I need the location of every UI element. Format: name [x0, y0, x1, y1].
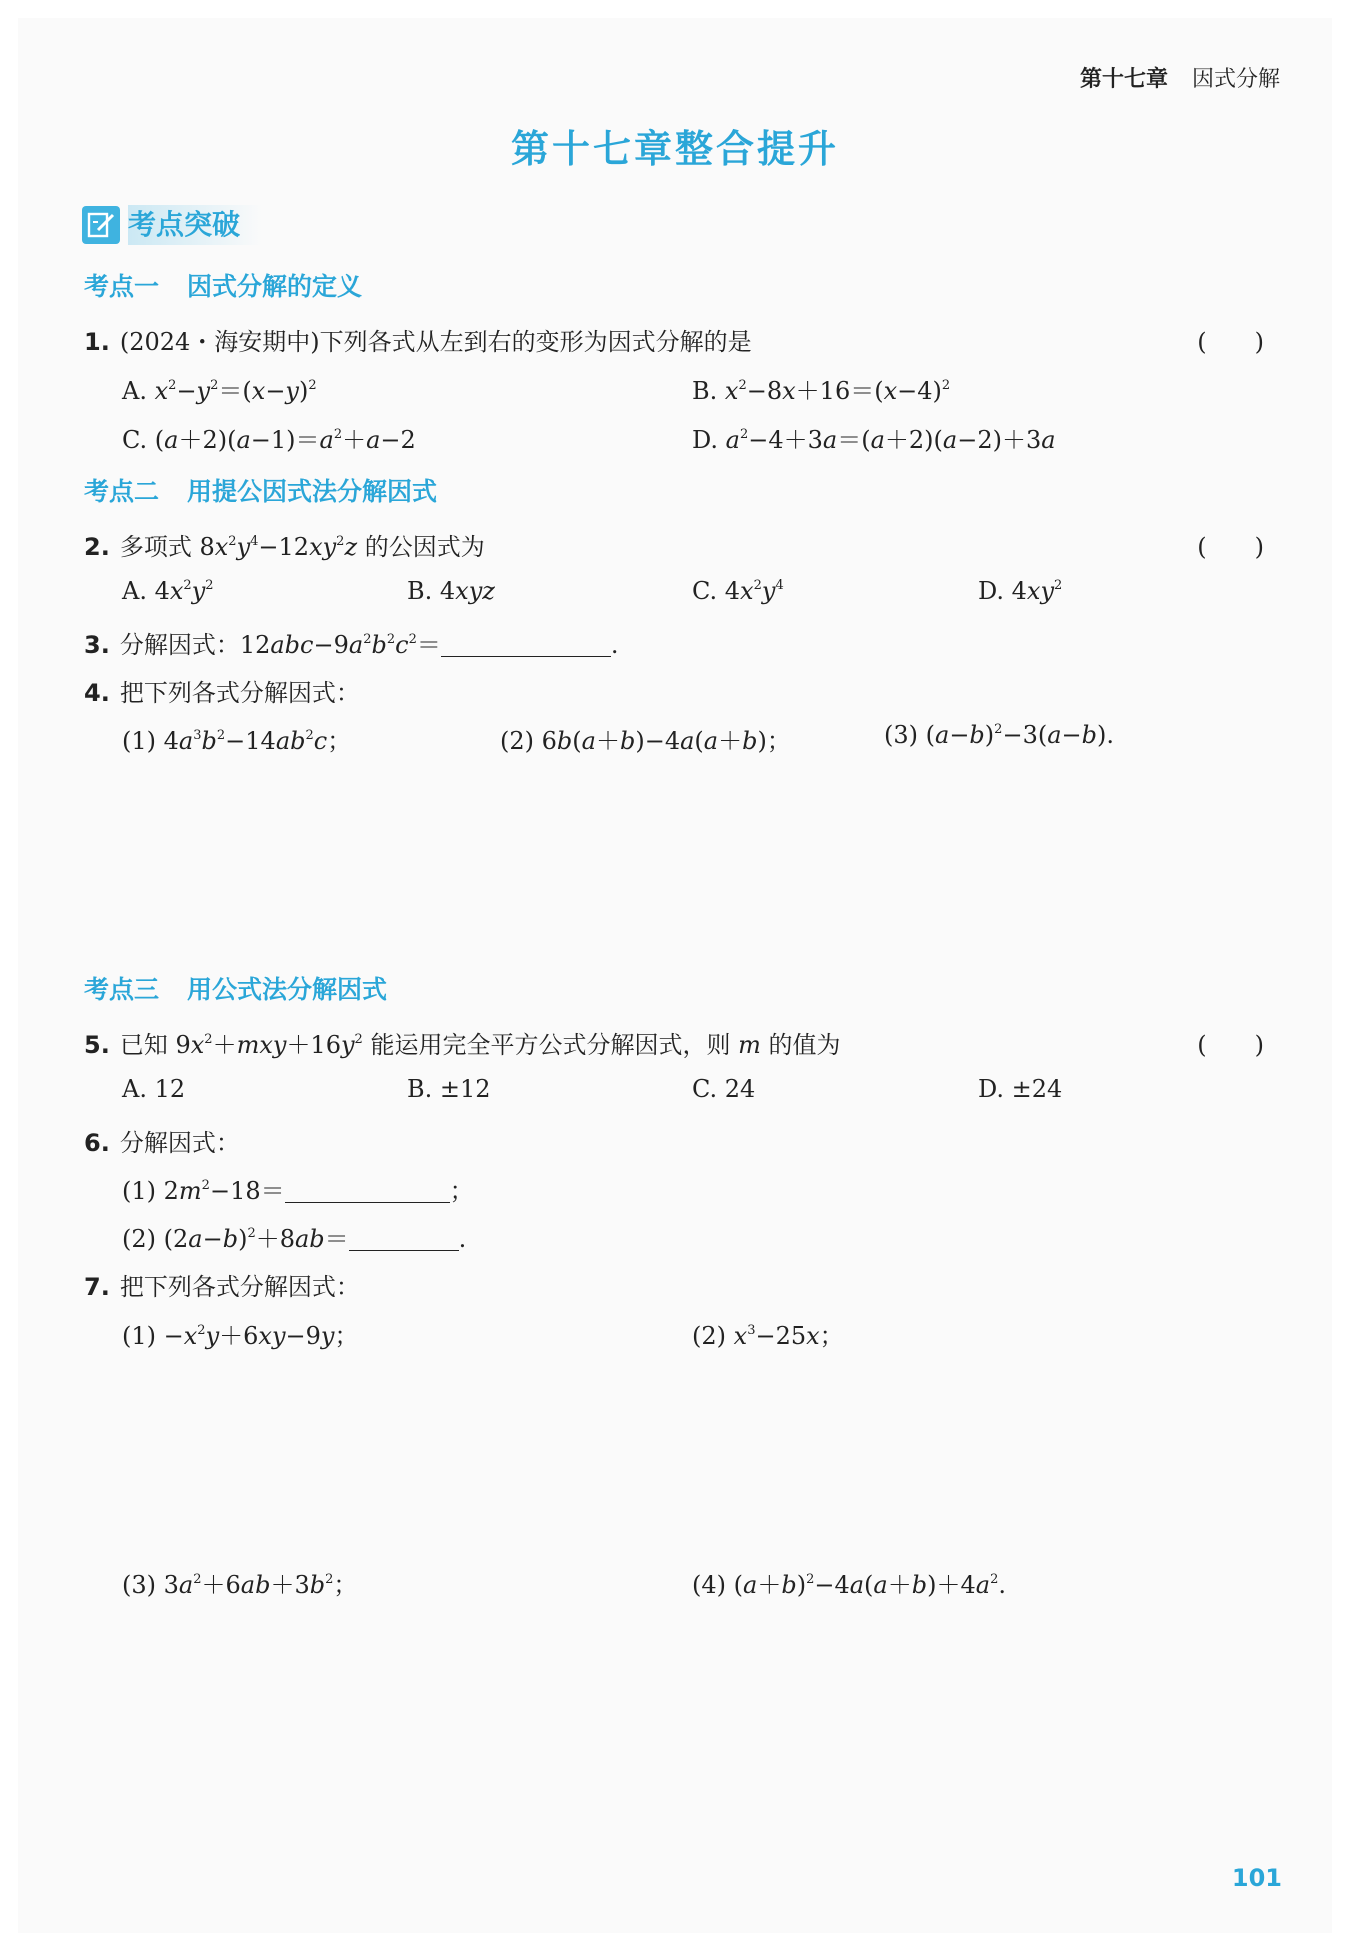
section-2-label: 考点二 — [84, 477, 160, 506]
question-2: 2. 多项式 $8x^2y^4-12xy^2z$ 的公因式为 — [84, 533, 485, 561]
question-5-option-b — [407, 1075, 491, 1103]
section-3-label: 考点三 — [84, 975, 160, 1004]
question-2-option-c: C. $4x^2y^4$ — [692, 577, 784, 605]
question-3-stem: 分解因式： — [119, 631, 240, 659]
question-5: 5. 已知 $9x^2+mxy+16y^2$ 能运用完全平方公式分解因式，则 m 的值为 — [84, 1031, 841, 1059]
question-7-stem: 把下列各式分解因式： — [119, 1273, 360, 1301]
question-1-option-d: D. $a^2-4+3a=(a+2)(a-2)+3a$ — [692, 426, 1056, 454]
part-label: (3) — [122, 1571, 156, 1599]
question-7-part-4: (4) $(a+b)^2-4a(a+b)+4a^2$. — [692, 1571, 1006, 1599]
option-label: D. — [978, 577, 1005, 605]
question-5-answer-bracket: ( ) — [1197, 1031, 1264, 1059]
option-label: D. — [978, 1075, 1005, 1103]
option-a-value: 12 — [154, 1075, 186, 1103]
question-6 — [84, 1123, 240, 1158]
option-label: B. — [407, 1075, 433, 1103]
answer-blank[interactable] — [285, 1178, 450, 1203]
question-7-part-2: (2) $x^3-25x$； — [692, 1322, 844, 1350]
page-title: 第十七章整合提升 — [510, 127, 839, 171]
question-1-option-c: C. $(a+2)(a-1)=a^2+a-2$ — [122, 426, 416, 454]
part-label: (2) — [500, 727, 534, 755]
question-4-stem: 把下列各式分解因式： — [119, 679, 360, 707]
question-1-option-a: A. $x^2-y^2=(x-y)^2$ — [122, 377, 317, 405]
question-6-part-1: (1) $2m^2-18=$ ； — [122, 1177, 474, 1205]
part-label: (2) — [122, 1225, 156, 1253]
section-heading-2 — [84, 472, 437, 508]
section-badge — [82, 204, 262, 246]
question-2-number: 2. — [84, 533, 110, 561]
running-head — [1080, 62, 1280, 93]
question-7-part-1: $(1) -x^2y+6xy-9y$； — [122, 1322, 359, 1350]
section-1-label: 考点一 — [84, 272, 160, 301]
section-1-title: 因式分解的定义 — [187, 272, 363, 301]
option-label: B. — [692, 377, 718, 405]
question-1-answer-bracket: ( ) — [1197, 328, 1264, 356]
option-label: A. — [122, 377, 147, 405]
question-2-option-a: A. $4x^2y^2$ — [122, 577, 214, 605]
question-1-stem: (2024・海安期中)下列各式从左到右的变形为因式分解的是 — [119, 328, 752, 356]
question-1-option-b: B. $x^2-8x+16=(x-4)^2$ — [692, 377, 951, 405]
question-4-part-2: (2) 6b(a＋b)−4a(a＋b)； — [500, 727, 791, 755]
question-4-part-1: (1) $4a^3b^2-14ab^2c$； — [122, 727, 352, 755]
option-label: B. — [407, 577, 433, 605]
question-2-stem-a: 多项式 — [119, 533, 200, 561]
option-label: C. — [122, 426, 148, 454]
option-c-value: 24 — [724, 1075, 756, 1103]
option-d-value: ±24 — [1011, 1075, 1063, 1103]
question-5-stem-b: 能运用完全平方公式分解因式，则 — [362, 1031, 739, 1059]
question-2-option-d: D. $4xy^2$ — [978, 577, 1063, 605]
part-label: (1) — [122, 727, 156, 755]
question-7 — [84, 1267, 360, 1302]
running-head-topic: 因式分解 — [1191, 67, 1280, 92]
page-number: 101 — [1231, 1864, 1282, 1892]
question-2-stem-b: 的公因式为 — [357, 533, 485, 561]
question-1-number: 1. — [84, 328, 110, 356]
part-label: (3) — [884, 721, 918, 749]
question-4-number: 4. — [84, 679, 110, 707]
section-heading-1 — [84, 267, 362, 303]
answer-blank[interactable] — [441, 632, 611, 657]
question-3: 3. 分解因式：$12abc-9a^2b^2c^2=$ . — [84, 631, 619, 659]
question-5-option-d — [978, 1075, 1062, 1103]
question-7-part-3: (3) $3a^2+6ab+3b^2$； — [122, 1571, 358, 1599]
question-2-option-b: B. 4xyz — [407, 577, 495, 605]
part-label: (2) — [692, 1322, 726, 1350]
pencil-icon — [82, 206, 120, 244]
question-5-number: 5. — [84, 1031, 110, 1059]
option-label: C. — [692, 1075, 718, 1103]
section-2-title: 用提公因式法分解因式 — [187, 477, 438, 506]
question-6-number: 6. — [84, 1129, 110, 1157]
running-head-chapter: 第十七章 — [1079, 67, 1168, 92]
question-5-stem-a: 已知 — [119, 1031, 176, 1059]
part-label: (1) — [122, 1177, 156, 1205]
section-heading-3 — [84, 970, 387, 1006]
option-label: C. — [692, 577, 718, 605]
question-4-part-3: (3) $(a-b)^2-3(a-b)$. — [884, 721, 1114, 749]
option-label: A. — [122, 1075, 147, 1103]
question-6-stem: 分解因式： — [119, 1129, 240, 1157]
part-label: (1) — [122, 1322, 156, 1350]
answer-blank[interactable] — [349, 1226, 459, 1251]
question-4 — [84, 673, 360, 708]
question-6-part-2: (2) $(2a-b)^2+8ab=$ . — [122, 1225, 467, 1253]
section-3-title: 用公式法分解因式 — [187, 975, 388, 1004]
option-label: D. — [692, 426, 719, 454]
question-2-answer-bracket: ( ) — [1197, 533, 1264, 561]
question-5-stem-c: 的值为 — [760, 1031, 841, 1059]
part-label: (4) — [692, 1571, 726, 1599]
question-5-option-c — [692, 1075, 755, 1103]
question-1 — [84, 322, 752, 357]
badge-label: 考点突破 — [128, 205, 262, 245]
question-5-option-a — [122, 1075, 185, 1103]
option-b-value: ±12 — [439, 1075, 491, 1103]
question-7-number: 7. — [84, 1273, 110, 1301]
question-3-number: 3. — [84, 631, 110, 659]
option-label: A. — [122, 577, 147, 605]
